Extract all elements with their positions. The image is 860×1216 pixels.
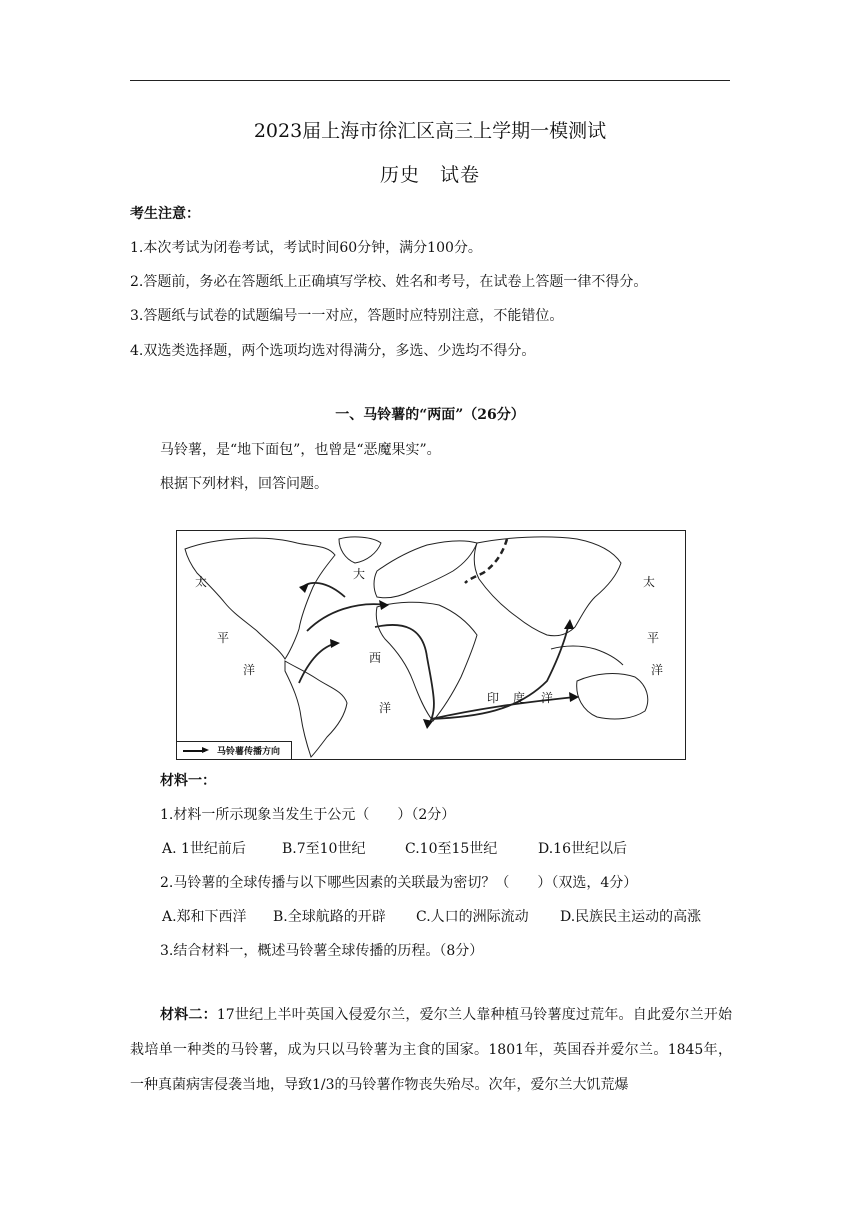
world-map-figure — [176, 530, 686, 760]
dashed-route — [465, 539, 507, 583]
question-2: 2.马铃薯的全球传播与以下哪些因素的关联最为密切？（ ）（双选，4分） — [160, 875, 638, 891]
map-label-atlantic-3: 洋 — [379, 701, 392, 715]
material2-text: 17世纪上半叶英国入侵爱尔兰，爱尔兰人靠种植马铃薯度过荒年。自此爱尔兰开始栽培单一种类的马铃薯，成为只以马铃薯为主食的国家。1801年，英国吞并爱尔兰。1845年，一种真菌病害侵袭当地，导致1/3的马铃薯作物丧失殆尽。次年，爱尔兰大饥荒爆 — [130, 1007, 733, 1093]
greenland-outline — [339, 537, 381, 563]
arrowhead-6 — [330, 639, 340, 648]
notice-heading: 考生注意： — [130, 206, 200, 222]
north-america-outline — [185, 538, 335, 659]
map-label-indian-1: 印 — [487, 691, 500, 705]
arrowhead-5 — [564, 619, 574, 629]
asia-outline — [474, 537, 621, 636]
question-1: 1.材料一所示现象当发生于公元（ ）（2分） — [160, 807, 456, 823]
q2-option-d: D.民族民主运动的高涨 — [560, 909, 702, 925]
header-rule — [130, 80, 730, 81]
section-title: 一、马铃薯的“两面”（26分） — [335, 407, 525, 423]
material2-paragraph — [130, 998, 732, 1103]
map-legend — [177, 741, 292, 759]
q2-option-a: A.郑和下西洋 — [162, 909, 247, 925]
map-label-indian-3: 洋 — [541, 691, 554, 705]
q1-option-b: B.7至10世纪 — [282, 841, 366, 857]
map-label-atlantic-1: 大 — [353, 567, 366, 581]
map-label-atlantic-2: 西 — [369, 651, 382, 665]
europe-outline — [374, 541, 477, 598]
spread-arrow-6 — [299, 643, 337, 683]
notice-item-2: 2.答题前，务必在答题纸上正确填写学校、姓名和考号，在试卷上答题一律不得分。 — [130, 274, 648, 290]
q1-option-c: C.10至15世纪 — [405, 841, 498, 857]
q1-option-d: D.16世纪以后 — [538, 841, 627, 857]
q1-option-a: A. 1世纪前后 — [162, 841, 246, 857]
arrowhead-1 — [299, 583, 309, 593]
map-label-pacific-w-2: 平 — [217, 631, 230, 645]
map-label-pacific-e-2: 平 — [647, 631, 660, 645]
world-map-drawing — [177, 531, 684, 758]
africa-outline — [376, 602, 477, 721]
australia-outline — [577, 674, 648, 719]
exam-title: 2023届上海市徐汇区高三上学期一模测试 — [253, 120, 607, 142]
exam-subtitle: 历史 试卷 — [379, 164, 480, 186]
notice-item-4: 4.双选类选择题，两个选项均选对得满分，多选、少选均不得分。 — [130, 343, 536, 359]
section-intro-2: 根据下列材料，回答问题。 — [160, 476, 328, 492]
map-label-indian-2: 度 — [513, 691, 526, 705]
notice-item-3: 3.答题纸与试卷的试题编号一一对应，答题时应特别注意，不能错位。 — [130, 308, 564, 324]
material2-label: 材料二： — [160, 1007, 217, 1023]
arrowhead-2 — [379, 600, 389, 610]
map-label-pacific-w-3: 洋 — [243, 663, 256, 677]
notice-item-1: 1.本次考试为闭卷考试，考试时间60分钟，满分100分。 — [130, 240, 482, 256]
map-label-pacific-w-1: 太 — [195, 575, 208, 589]
question-3: 3.结合材料一，概述马铃薯全球传播的历程。（8分） — [160, 943, 484, 959]
q2-option-c: C.人口的洲际流动 — [416, 909, 529, 925]
legend-arrow-icon — [183, 747, 211, 755]
south-america-outline — [285, 661, 347, 757]
legend-label: 马铃薯传播方向 — [217, 747, 281, 757]
map-label-pacific-e-1: 太 — [643, 575, 656, 589]
section-intro-1: 马铃薯，是“地下面包”，也曾是“恶魔果实”。 — [160, 442, 441, 458]
map-label-pacific-e-3: 洋 — [651, 663, 664, 677]
q2-option-b: B.全球航路的开辟 — [273, 909, 386, 925]
material1-label: 材料一： — [160, 773, 216, 789]
